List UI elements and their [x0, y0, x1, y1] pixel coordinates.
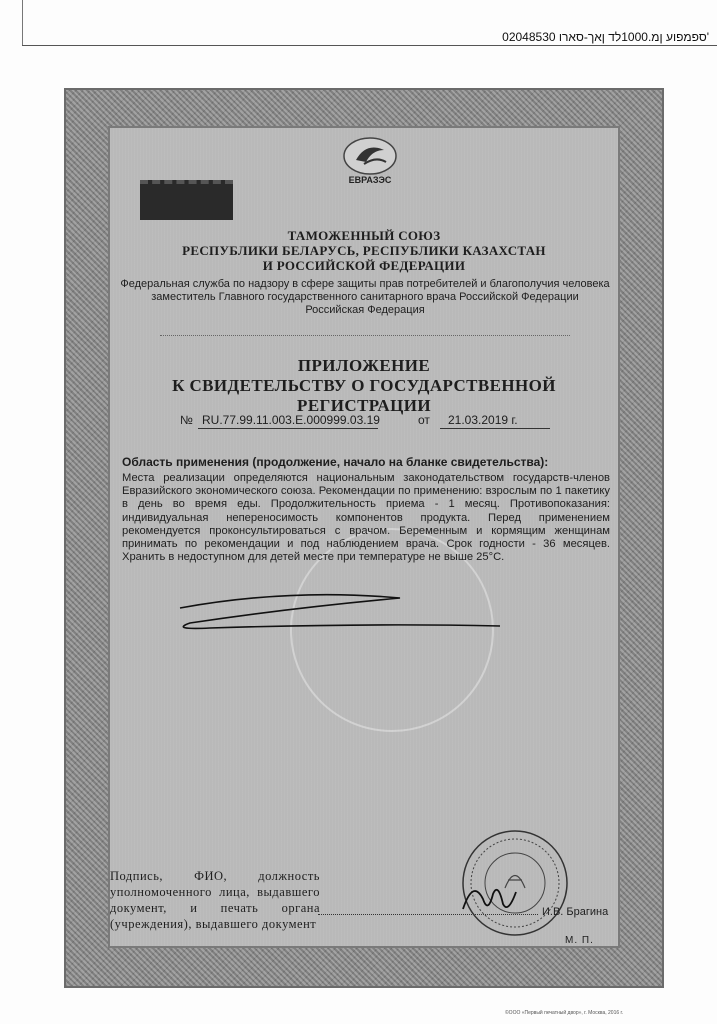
authority [120, 278, 610, 317]
date-prefix: от [418, 413, 430, 427]
authority-line: заместитель Главного государственного санитарного врача Российской Федерации [151, 291, 579, 303]
authority-underline [160, 335, 570, 336]
document-title-line2: К СВИДЕТЕЛЬСТВУ О ГОСУДАРСТВЕННОЙ РЕГИСТРАЦИИ [172, 376, 556, 415]
signer-name: И.В. Брагина [542, 906, 609, 918]
registration-date: 21.03.2019 г. [448, 413, 518, 427]
barcode [140, 180, 233, 220]
number-underline [198, 428, 378, 429]
certificate-border [64, 88, 664, 988]
document-title [110, 356, 618, 416]
registration-number: RU.77.99.11.003.E.000999.03.19 [202, 413, 380, 427]
strike-line [170, 568, 510, 648]
authority-line: Российская Федерация [305, 304, 425, 316]
stamp-mark: М. П. [565, 935, 594, 946]
top-rule [22, 45, 717, 46]
left-rule [22, 0, 23, 46]
date-underline [440, 428, 550, 429]
fax-header: 020485ספמפוע ןמ.1000לד ןאך-סארו 30' [502, 30, 709, 44]
application-text: Места реализации определяются национальным законодательством государств-членов Евразийского экономического союза. Рекомендации по применению: взрослым по 1 пакетику в день во время еды. Продолжительность приема - 1 месяц. Противопоказания: индивидуальная непереносимость компонентов продукта. Перед применением рекомендуется проконсультироваться с врачом. Беременным и кормящим женщинам принимать по рекомендации и под наблюдением врача. Срок годности - 36 месяцев. Хранить в недоступном для детей месте при температуре не выше 25°С. [122, 472, 610, 564]
handwritten-signature [458, 874, 518, 924]
signature-label: Подпись, ФИО, должность уполномоченного лица, выдавшего документ, и печать органа (учреждения), выдавшего документ [110, 869, 320, 931]
union-title [110, 228, 618, 273]
union-title-line: РЕСПУБЛИКИ БЕЛАРУСЬ, РЕСПУБЛИКИ КАЗАХСТАН [182, 243, 546, 258]
logo-text: ЕВРАЗЭС [348, 175, 392, 185]
printer-footer: ©ООО «Первый печатный двор», г. Москва, 2016 г. [505, 1010, 624, 1016]
union-title-line: И РОССИЙСКОЙ ФЕДЕРАЦИИ [262, 258, 466, 273]
application-area-label: Область применения (продолжение, начало на бланке свидетельства): [122, 455, 549, 469]
number-prefix: № [180, 413, 193, 427]
certificate-body [110, 128, 618, 946]
document-title-line1: ПРИЛОЖЕНИЕ [297, 356, 431, 375]
union-title-line: ТАМОЖЕННЫЙ СОЮЗ [287, 228, 441, 243]
evrazes-logo [328, 136, 412, 186]
authority-line: Федеральная служба по надзору в сфере защиты прав потребителей и благополучия человека [120, 278, 610, 290]
